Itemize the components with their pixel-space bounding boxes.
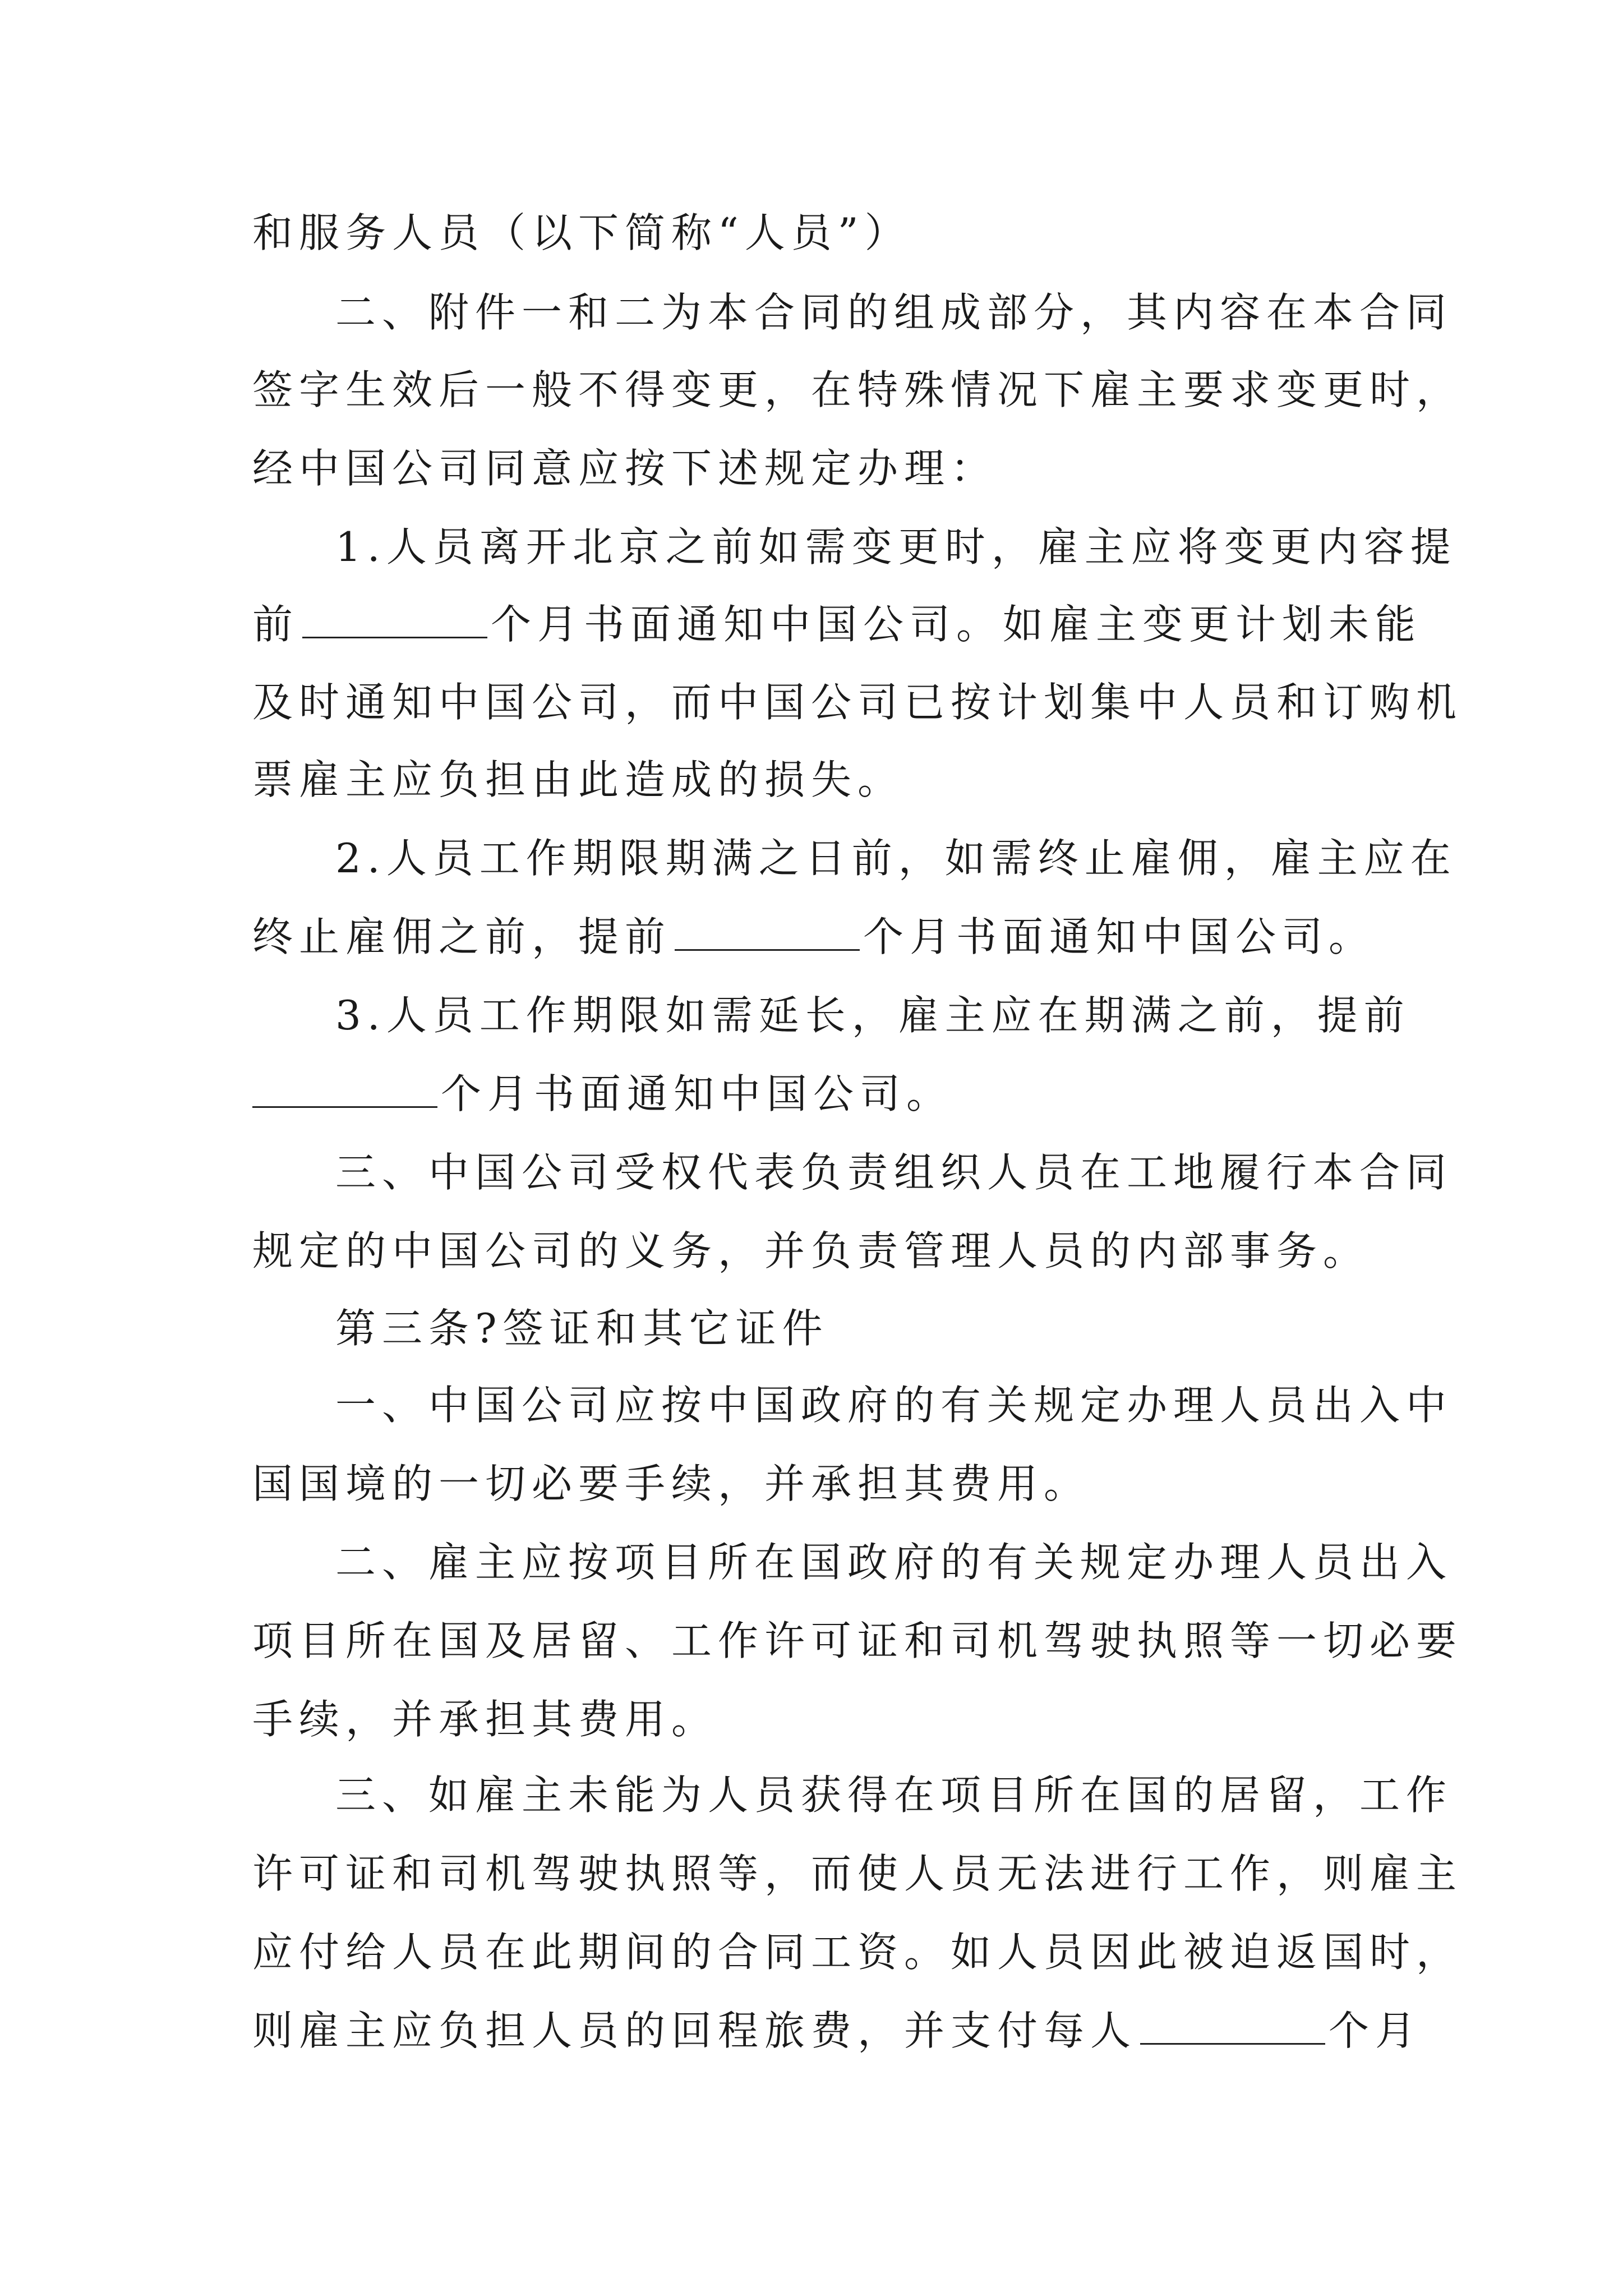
- text-line: 许可证和司机驾驶执照等，而使人员无法进行工作，则雇主: [252, 1850, 1463, 1897]
- article-heading: 第三条?签证和其它证件: [335, 1305, 829, 1352]
- text-segment: 终止雇佣之前，提前: [252, 913, 672, 960]
- text-segment: 个月书面通知中国公司。: [863, 913, 1376, 960]
- fill-in-blank[interactable]: [1140, 2010, 1325, 2045]
- paragraph-start: 一、中国公司应按中国政府的有关规定办理人员出入中: [335, 1382, 1453, 1429]
- text-segment: 前: [252, 601, 299, 648]
- list-item-2: 2.人员工作期限期满之日前，如需终止雇佣，雇主应在: [335, 835, 1457, 882]
- fill-in-blank[interactable]: [302, 604, 487, 638]
- text-line: 签字生效后一般不得变更，在特殊情况下雇主要求变更时，: [252, 366, 1463, 413]
- text-line-with-blank: [252, 1069, 953, 1119]
- paragraph-start: 二、雇主应按项目所在国政府的有关规定办理人员出入: [335, 1539, 1453, 1586]
- text-line: 项目所在国及居留、工作许可证和司机驾驶执照等一切必要: [252, 1617, 1463, 1664]
- text-line-with-blank: [252, 2005, 1422, 2056]
- text-line: 规定的中国公司的义务，并负责管理人员的内部事务。: [252, 1227, 1370, 1274]
- text-line-with-blank: [252, 599, 1422, 650]
- paragraph-start: 三、中国公司受权代表负责组织人员在工地履行本合同: [335, 1149, 1453, 1196]
- text-line: 及时通知中国公司，而中国公司已按计划集中人员和订购机: [252, 679, 1463, 726]
- text-line: 国国境的一切必要手续，并承担其费用。: [252, 1460, 1091, 1507]
- text-line: 应付给人员在此期间的合同工资。如人员因此被迫返国时，: [252, 1929, 1463, 1976]
- text-line: 手续，并承担其费用。: [252, 1696, 718, 1743]
- fill-in-blank[interactable]: [252, 1074, 437, 1108]
- text-line: 和服务人员（以下简称“人员”）: [252, 209, 911, 256]
- text-line-with-blank: [252, 912, 1375, 962]
- text-segment: 则雇主应负担人员的回程旅费，并支付每人: [252, 2007, 1137, 2054]
- list-item-1: 1.人员离开北京之前如需变更时，雇主应将变更内容提: [335, 523, 1457, 570]
- list-item-3: 3.人员工作期限如需延长，雇主应在期满之前，提前: [335, 992, 1410, 1039]
- text-segment: 个月书面通知中国公司。: [441, 1070, 953, 1117]
- fill-in-blank[interactable]: [675, 917, 860, 951]
- text-line: 经中国公司同意应按下述规定办理：: [252, 445, 998, 492]
- text-segment: 个月书面通知中国公司。如雇主变更计划未能: [491, 601, 1422, 648]
- text-line: 票雇主应负担由此造成的损失。: [252, 756, 905, 803]
- paragraph-start: 三、如雇主未能为人员获得在项目所在国的居留，工作: [335, 1772, 1453, 1819]
- paragraph-start: 二、附件一和二为本合同的组成部分，其内容在本合同: [335, 289, 1453, 336]
- text-segment: 个月: [1329, 2007, 1422, 2054]
